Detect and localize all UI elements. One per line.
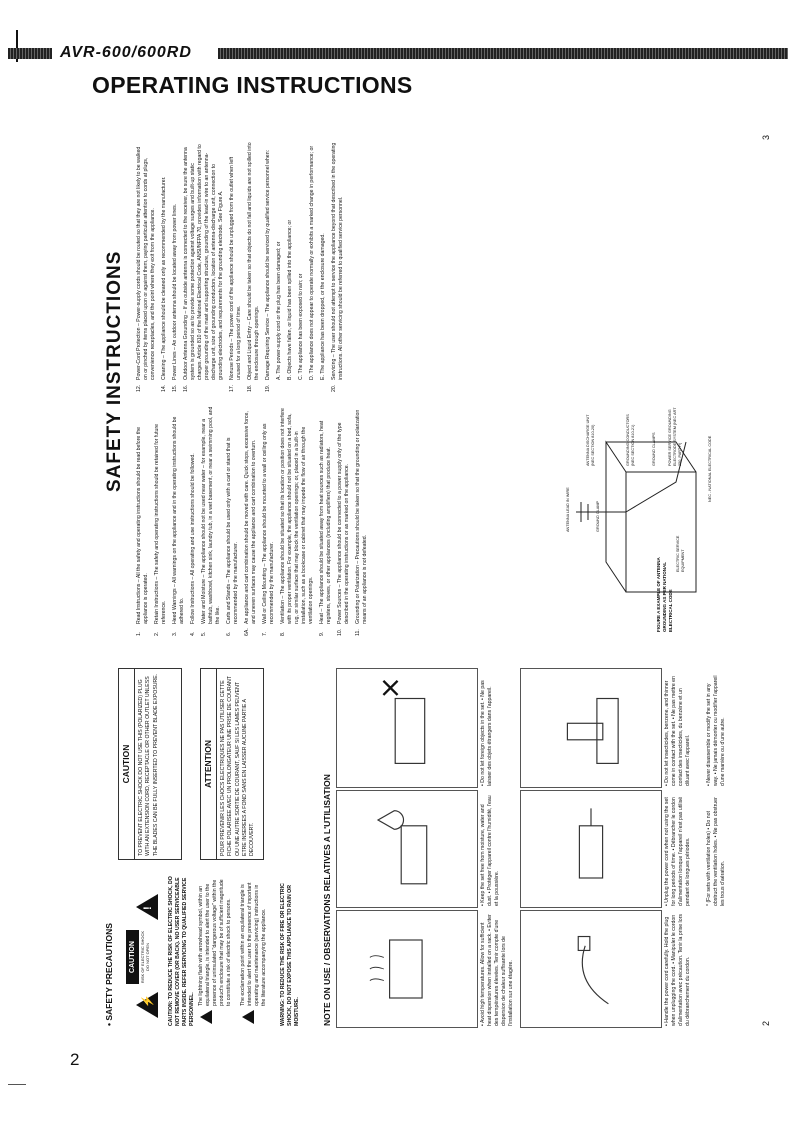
rotated-manual-spread [96, 122, 776, 1032]
inner-page-number-left: 2 [761, 1020, 771, 1026]
safety-instructions-title: SAFETY INSTRUCTIONS [104, 250, 125, 492]
instruction-6: Carts and Stands – The appliance should be used only with a cart or stand that is recommended by the manufacturer. [226, 437, 240, 624]
instruction-12: Power-Cord Protection – Power-supply cords should be routed so that they are not likely to be walked on or pinched by items placed upon or against them, paying particular attention to cords at plugs, convenience receptacles, and the point where they exit from the appliance. [136, 146, 157, 380]
caution-main-text: CAUTION: TO REDUCE THE RISK OF ELECTRIC SHOCK, DO NOT REMOVE COVER (OR BACK). NO USER SERVICEABLE PARTS INSIDE. REFER SERVICING TO QUALIFIED SERVICE PERSONNEL. [168, 876, 196, 1026]
instructions-column-b: 12. Power-Cord Protection – Power-supply cords should be routed so that they are not likely to be walked on or pinched by items placed upon or against them, paying particular attention to cords at plugs, convenience receptacles, and the point where they exit from the appliance. 14. Cleaning – The appliance should be cleaned only as recommended by the manufacturer. 15. Power Lines – An outdoor antenna should be located away from power lines. 16. Outdoor Antenna Grounding – If an outside antenna is connected to the receiver, be sure the antenna system is grounded so as to provide some protection against voltage surges and built-up static charges. Article 810 of the National Electrical Code, ANSI/NFPA 70, provides information with regard to proper grounding of the mast and supporting structure, grounding of the lead-in wire to an antenna-discharge unit, size of grounding conductors, location of antenna-discharge unit, connection to grounding electrodes, and requirements for the grounding electrode. See Figure A. 17. Nonuse Periods – The power cord of the appliance should be unplugged from the outlet when left unused for a long period of time. 18. Object and Liquid Entry – Care should be taken so that objects do not fall and liquids are not spilled into the enclosure through openings. 19. Damage Requiring Service – The appliance should be serviced by qualified service personnel when: A. The power-supply cord or the plug has been damaged; or B. Objects have fallen, or liquid has been spilled into the appliance; or C. The appliance has been exposed to rain; or D. The appliance does not appear to operate normally or exhibits a marked change in performance; or E. The appliance has been dropped, or the enclosure damaged. 20. Servicing – The user should not attempt to service the appliance beyond that described in the operating instructions. All other servicing should be referred to qualified service personnel. [136, 142, 345, 392]
instruction-19a: A. The power-supply cord or the plug has been damaged; or [276, 241, 283, 380]
caution-box-text: TO PREVENT ELECTRIC SHOCK DO NOT USE THIS (POLARIZED) PLUG WITH AN EXTENSION CORD, RECEPTACLE OR OTHER OUTLET UNLESS THE BLADES CAN BE FULLY INSERTED TO PREVENT BLADE EXPOSURE. [138, 673, 159, 856]
chemicals-illustration-icon [521, 669, 661, 787]
header-stripe-right [218, 48, 788, 59]
instruction-19b: B. Objects have fallen, or liquid has been spilled into the appliance; or [287, 219, 294, 380]
lightning-small-icon [200, 1010, 212, 1024]
note-heading: NOTE ON USE / OBSERVATIONS RELATIVES A L'UTILISATION [322, 774, 332, 1026]
note-cell-moisture [336, 790, 478, 908]
instruction-6a: An appliance and cart combination should be moved with care. Quick stops, excessive force, and uneven surfaces may cause the appliance and cart combination to overturn. [244, 411, 258, 624]
note-text-ventilation: * (For sets with ventilation holes) • Do not obstruct the ventilation holes. • Ne pas obstruer les trous d'aération. [706, 797, 727, 906]
instruction-10: Power Sources – The appliance should be connected to a power supply only of the type described in the operating instructions or as marked on the appliance. [337, 422, 351, 624]
figure-caption: FIGURE A EXAMPLE OF ANTENNA GROUNDING AS PER NATIONAL ELECTRICAL CODE [656, 557, 674, 632]
note-cell-heat [336, 910, 478, 1028]
header-stripe-left [8, 48, 52, 59]
instruction-16: Outdoor Antenna Grounding – If an outside antenna is connected to the receiver, be sure the antenna system is grounded so as to provide some protection against voltage surges and built-up static charges. Article 810 of the National Electrical Code, ANSI/NFPA 70, provides information with regard to proper grounding of the mast and supporting structure, grounding of the lead-in wire to an antenna-discharge unit, size of grounding conductors, location of antenna-discharge unit, connection to grounding electrodes, and requirements for the grounding electrode. See Figure A. [183, 144, 225, 380]
inner-page-number-right: 3 [761, 134, 771, 140]
instruction-19: Damage Requiring Service – The appliance should be serviced by qualified service personnel when: [265, 149, 272, 380]
figure-label-lead-in: ANTENNA LEAD IN WIRE [566, 487, 570, 532]
model-name: AVR-600/600RD [60, 44, 192, 61]
instruction-11: Grounding or Polarization – Precautions should be taken so that the grounding or polarization means of an appliance is not defeated. [355, 409, 369, 624]
warning-text: WARNING: TO REDUCE THE RISK OF FIRE OR ELECTRIC SHOCK, DO NOT EXPOSE THIS APPLIANCE TO RAIN OR MOISTURE. [280, 883, 301, 1026]
note-cell-cord [520, 910, 662, 1028]
note-text-unplug: • Unplug the power cord when not using the set for long periods of time. • Débrancher le cordon d'alimentation lorsque l'appareil n'est pas utilisé pendant de longues périodes. [664, 796, 692, 906]
margin-tick [8, 1084, 26, 1085]
instruction-1: Read Instructions – All the safety and operating instructions should be read before the appliance is operated. [136, 427, 150, 624]
exclamation-warning-icon: ! [136, 894, 158, 920]
exclamation-explanation: The exclamation point within an equilateral triangle is intended to alert the user to the presence of important operating and maintenance (servicing) instructions in the literature accompanying the appliance. [240, 882, 268, 1006]
caution-sub: RISK OF ELECTRIC SHOCK DO NOT OPEN [140, 930, 151, 984]
figure-label-nec: NEC - NATIONAL ELECTRICAL CODE [708, 435, 712, 502]
instruction-8: Ventilation – The appliance should be situated so that its location or position does not interfere with its proper ventilation. For example, the appliance should not be situated on a bed, sofa, rug, or similar surface that may block the ventilation openings; or, placed in a built-in installation, such as a bookcase or cabinet that may impede the flow of air through the ventilation openings. [280, 408, 315, 624]
figure-label-grounding-conductors: GROUNDING CONDUCTORS (NEC SECTION 810-21) [626, 414, 636, 466]
heat-illustration-icon [337, 911, 477, 1027]
figure-label-service-equipment: ELECTRIC SERVICE EQUIPMENT [676, 535, 686, 572]
lightning-warning-icon: ⚡ [136, 992, 158, 1018]
note-text-foreign: • Do not let foreign objects in the set. • Ne pas laisser des objets étrangers dans l'appareil. [480, 680, 494, 786]
figure-label-electrode-system: POWER SERVICE GROUNDING ELECTRODE SYSTEM (NEC ART 250, PART H) [668, 407, 683, 466]
figure-label-ground-clamp: GROUND CLAMP [596, 500, 600, 532]
instruction-19d: D. The appliance does not appear to operate normally or exhibits a marked change in performance; or [309, 145, 316, 380]
page-number: 2 [70, 1050, 80, 1069]
instruction-19e: E. The appliance has been dropped, or the enclosure damaged. [320, 233, 327, 380]
attention-box [200, 668, 264, 860]
safety-precautions-heading: • SAFETY PRECAUTIONS [104, 923, 114, 1026]
instruction-14: Cleaning – The appliance should be cleaned only as recommended by the manufacturer. [161, 176, 168, 380]
instruction-5: Water and Moisture – The appliance should not be used near water – for example, near a bathtub, washbowl, kitchen sink, laundry tub, in a wet basement, or near a swimming pool, and the like. [201, 406, 222, 624]
foreign-objects-illustration-icon [337, 669, 477, 787]
lightning-explanation: The lightning flash with arrowhead symbol, within an equilateral triangle, is intended to alert the user to the presence of uninsulated "dangerous voltage" within the product's enclosure that may be of sufficient magnitude to constitute a risk of electric shock to persons. [198, 879, 233, 1006]
instruction-9: Heat – The appliance should be situated away from heat sources such as radiators, heat registers, stoves, or other appliances (including amplifiers) that produce heat. [319, 420, 333, 624]
header-bar [0, 44, 793, 64]
note-cell-chemicals [520, 668, 662, 788]
note-text-cord: • Handle the power cord carefully. Hold the plug when unplugging the cord. • Manipuler le cordon d'alimentation avec précaution. Tenir la prise lors du débranchement du cordon. [664, 914, 692, 1026]
note-text-chemicals: • Do not let insecticides, benzene, and thinner come in contact with the set. • Ne pas mettre en contact des insecticides, du benzène et un diluant avec l'appareil. [664, 676, 692, 786]
caution-box [118, 668, 182, 860]
instruction-19c: C. The appliance has been exposed to rain; or [298, 273, 305, 380]
figure-label-discharge-unit: ANTENNA DISCHARGE UNIT (NEC SECTION 810-20) [586, 414, 596, 466]
instruction-15: Power Lines – An outdoor antenna should be located away from power lines. [172, 203, 179, 380]
moisture-illustration-icon [337, 791, 477, 907]
unplug-illustration-icon [521, 791, 661, 907]
instruction-3: Heed Warnings – All warnings on the appliance and in the operating instructions should be adhered to. [172, 416, 186, 624]
attention-box-text: POUR PREVENIR LES CHOCS ELECTRIQUES NE PAS UTILISER CETTE FICHE POLARISEE AVEC UN PROLONGATEUR UNE PRISE DE COURANT OU UNE AUTRE SORTIE DE COURANT, SAUF SI LES LAMES PEUVENT ETRE INSEREES A FOND SANS EN LAISSER AUCUNE PARTIE A DECOUVERT. [220, 676, 255, 856]
instruction-20: Servicing – The user should not attempt to service the appliance beyond that described in the operating instructions. All other servicing should be referred to qualified service personnel. [331, 142, 345, 380]
page-title: OPERATING INSTRUCTIONS [92, 72, 413, 98]
note-text-heat: • Avoid high temperatures. Allow for sufficient heat dispersion when installed on a rack. • Eviter des températures élevées. Tenir compte d'une dispersion de chaleur suffisante lors de l'installation sur une étagère. [480, 914, 515, 1026]
note-cell-unplug [520, 790, 662, 908]
exclamation-small-icon [242, 1010, 254, 1024]
note-text-moisture: • Keep the set free from moisture, water and dust. • Protéger l'appareil contre l'humidité, l'eau et la poussière. [480, 795, 501, 906]
instruction-18: Object and Liquid Entry – Care should be taken so that objects do not fall and liquids are not spilled into the enclosure through openings. [247, 142, 261, 380]
attention-box-title: ATTENTION [201, 669, 217, 859]
power-cord-illustration-icon [521, 911, 661, 1027]
instruction-17: Nonuse Periods – The power cord of the appliance should be unplugged from the outlet when left unused for a long period of time. [229, 156, 243, 380]
figure-label-ground-clamps: GROUND CLAMPS [652, 432, 656, 466]
caution-label: CAUTION [126, 930, 139, 984]
instructions-column-a: 1. Read Instructions – All the safety and operating instructions should be read before the appliance is operated. 2. Retain Instructions – The safety and operating instructions should be retained for future reference. 3. Heed Warnings – All warnings on the appliance and in the operating instructions should be adhered to. 4. Follow Instructions – All operating and use instructions should be followed. 5. Water and Moisture – The appliance should not be used near water – for example, near a bathtub, washbowl, kitchen sink, laundry tub, in a wet basement, or near a swimming pool, and the like. 6. Carts and Stands – The appliance should be used only with a cart or stand that is recommended by the manufacturer. 6A. An appliance and cart combination should be moved with care. Quick stops, excessive force, and uneven surfaces may cause the appliance and cart combination to overturn. 7. Wall or Ceiling Mounting – The appliance should be mounted to a wall or ceiling only as recommended by the manufacturer. 8. Ventilation – The appliance should be situated so that its location or position does not interfere with its proper ventilation. For example, the appliance should not be situated on a bed, sofa, rug, or similar surface that may block the ventilation openings; or, placed in a built-in installation, such as a bookcase or cabinet that may impede the flow of air through the ventilation openings. 9. Heat – The appliance should be situated away from heat sources such as radiators, heat registers, stoves, or other appliances (including amplifiers) that produce heat. 10. Power Sources – The appliance should be connected to a power supply only of the type described in the operating instructions or as marked on the appliance. 11. Grounding or Polarization – Precautions should be taken so that the grounding or polarization means of an appliance is not defeated. [136, 406, 369, 636]
instruction-2: Retain Instructions – The safety and operating instructions should be retained for future reference. [154, 423, 168, 624]
note-text-disassemble: • Never disassemble or modify the set in any way. • Ne jamais démonter ou modifier l'appareil d'une manière ou d'une autre. [706, 675, 727, 786]
caution-box-title: CAUTION [119, 669, 135, 859]
instruction-4: Follow Instructions – All operating and use instructions should be followed. [190, 453, 197, 624]
instruction-7: Wall or Ceiling Mounting – The appliance should be mounted to a wall or ceiling only as recommended by the manufacturer. [262, 423, 276, 624]
note-cell-foreign [336, 668, 478, 788]
